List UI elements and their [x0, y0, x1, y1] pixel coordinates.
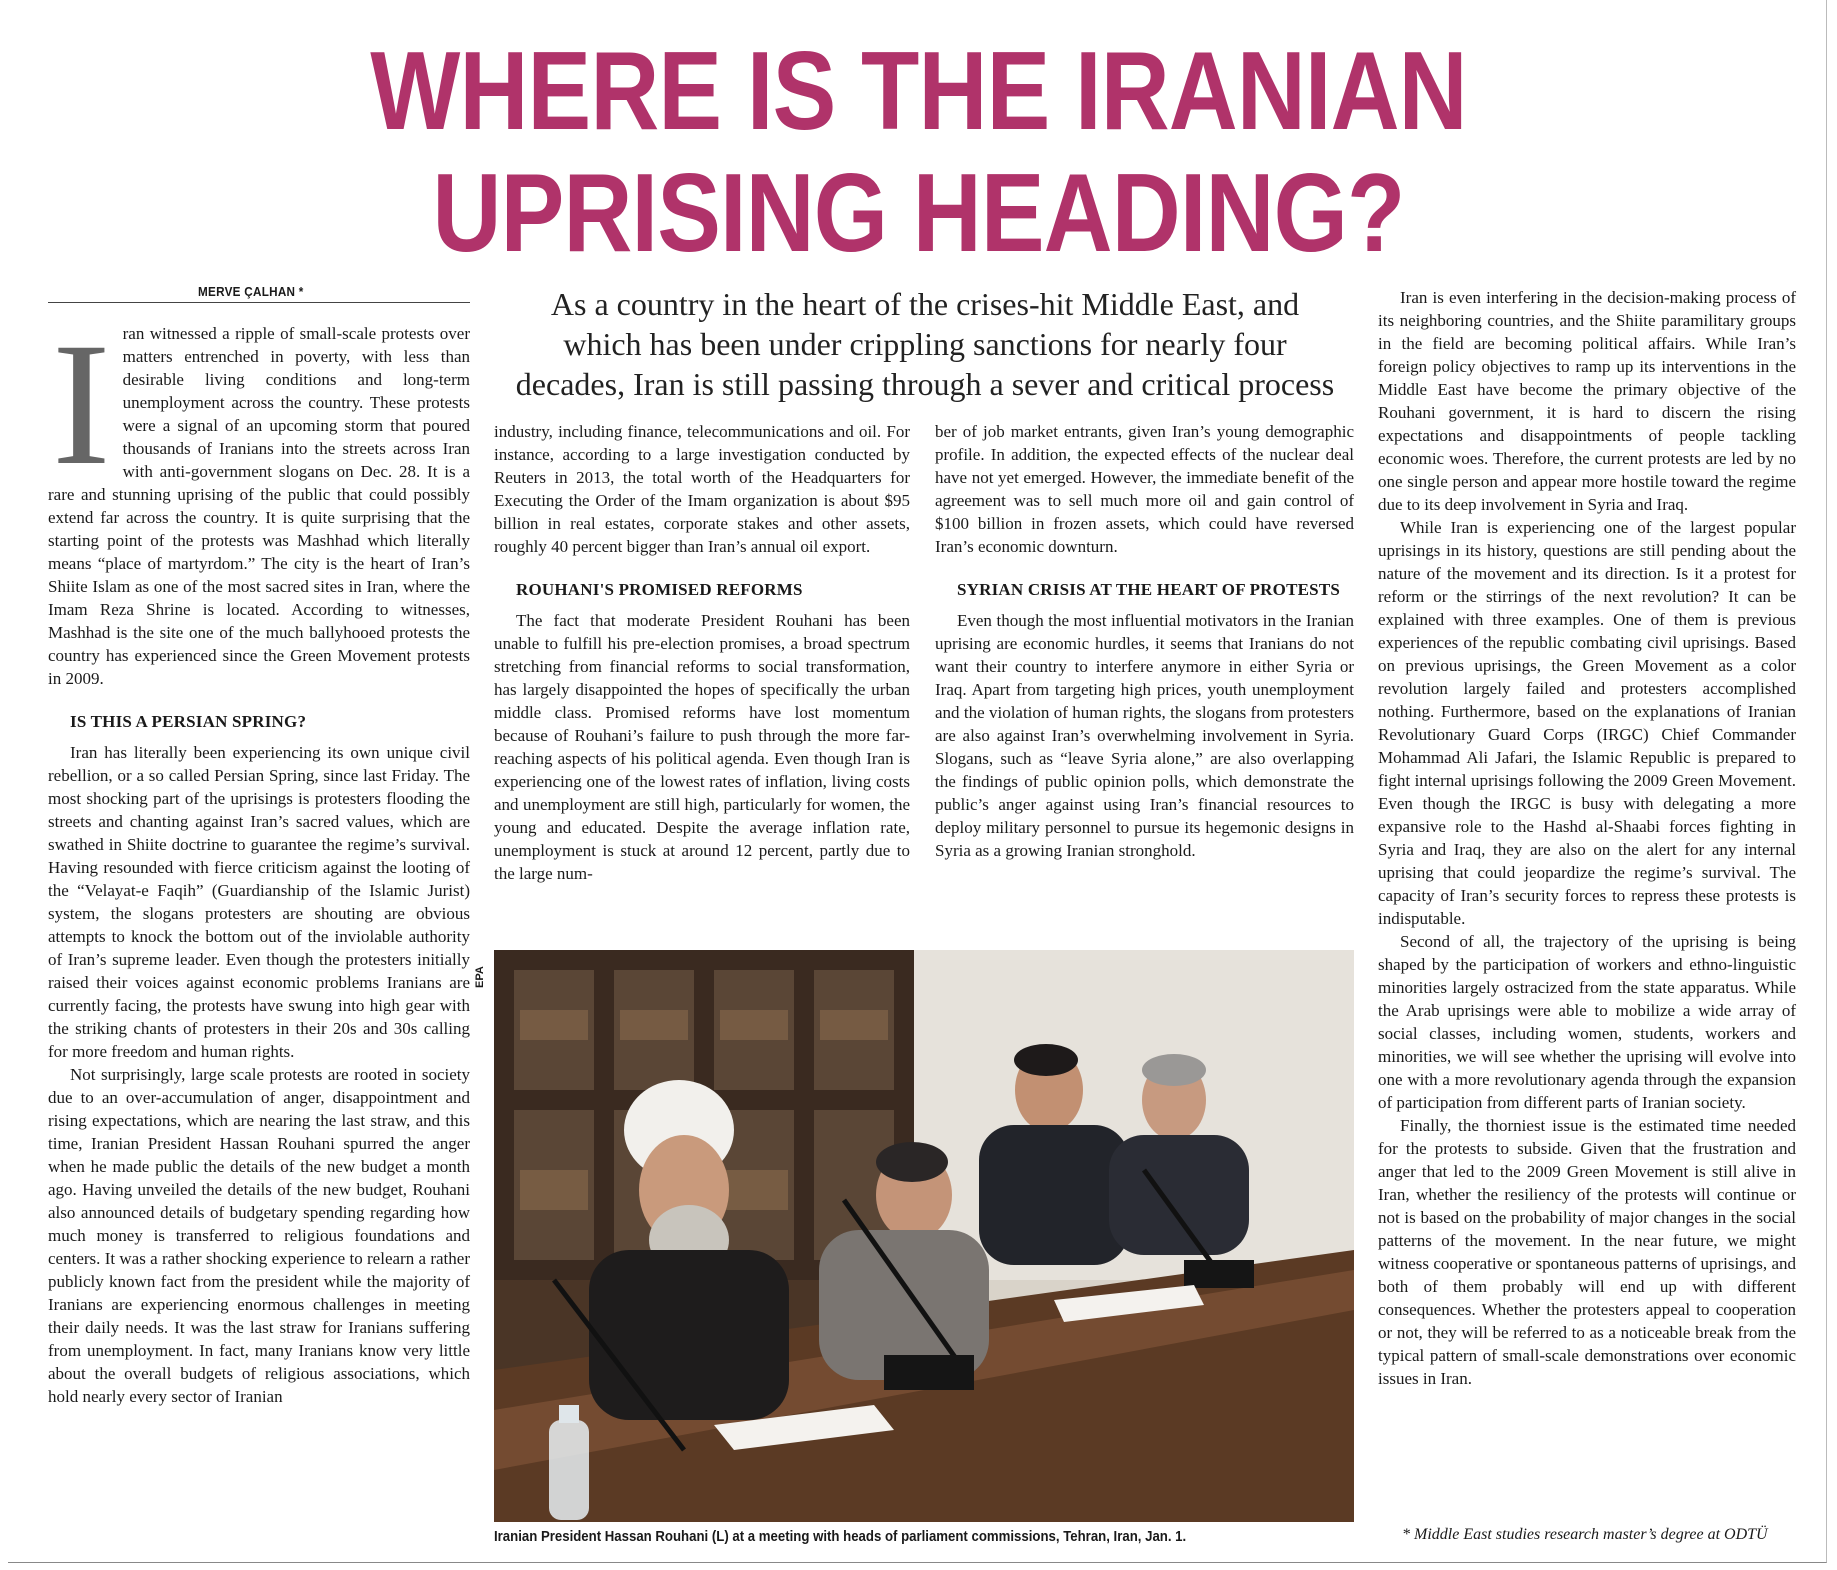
deck-line-3: decades, Iran is still passing through a sever and critical process	[515, 366, 1335, 402]
article-column-3	[935, 420, 1354, 862]
article-paragraph: Not surprisingly, large scale protests are rooted in society due to an over-accumulation of anger, disappointment and rising expectations, which are nearing the last straw, and this time, Iranian President Hassan Rouhani spurred the anger when he made public the details of the new budget a month ago. Having unveiled the details of the new budget, Rouhani also announced details of budgetary spending regarding how much money is transferred to religious foundations and centers. It was a rather shocking experience to relearn a rather publicly known fact from the president while the majority of Iranians are experiencing enormous challenges in meeting their daily needs. It was the last straw for Iranians suffering from unemployment. In fact, many Iranians know very little about the overall budgets of religious associations, which hold nearly every sector of Iranian	[48, 1065, 470, 1406]
news-photo	[494, 950, 1354, 1522]
article-paragraph: ran witnessed a ripple of small-scale protests over matters entrenched in poverty, with less than desirable living conditions and long-term unemployment across the country. These protests were a signal of an upcoming storm that poured thousands of Iranians into the streets across Iran with anti-government slogans on Dec. 28. It is a rare and stunning uprising of the public that could possibly extend far across the country. It is quite surprising that the starting point of the protests was Mashhad which literally means “place of martyrdom.” The city is the heart of Iran’s Shiite Islam as one of the most sacred sites in Iran, where the Imam Reza Shrine is located. According to witnesses, Mashhad is the site one of the much ballyhooed protests the country has experienced since the Green Movement protests in 2009.	[48, 324, 470, 688]
article-column-4	[1378, 286, 1796, 1390]
article-column-1	[48, 307, 470, 1408]
author-footnote: * Middle East studies research master’s degree at ODTÜ	[1402, 1526, 1768, 1543]
byline: MERVE ÇALHAN *	[198, 284, 304, 299]
section-subhead: SYRIAN CRISIS AT THE HEART OF PROTESTS	[957, 580, 1341, 599]
deck	[490, 284, 1360, 404]
deck-line-1: As a country in the heart of the crises-hit Middle East, and	[550, 286, 1300, 322]
byline-rule	[48, 302, 470, 303]
article-column-2	[494, 420, 910, 885]
photo-credit-text: EPA	[474, 966, 486, 988]
drop-cap: I	[52, 307, 111, 502]
photo-credit	[472, 952, 490, 992]
article-paragraph: industry, including finance, telecommunications and oil. For instance, according to a large investigation conducted by Reuters in 2013, the total worth of the Headquarters for Executing the Order of the Imam organization is about $95 billion in real estates, corporate stakes and other assets, roughly 40 percent bigger than Iran’s annual oil export.	[494, 422, 910, 556]
photo-caption: Iranian President Hassan Rouhani (L) at a meeting with heads of parliament commissions, Tehran, Iran, Jan. 1.	[494, 1528, 1187, 1545]
article-paragraph: ber of job market entrants, given Iran’s young demographic profile. In addition, the expected effects of the nuclear deal have not yet emerged. However, the immediate benefit of the agreement was to sell much more oil and gain control of $100 billion in frozen assets, which could have reversed Iran’s economic downturn.	[935, 422, 1354, 556]
headline-line-1: WHERE IS THE IRANIAN	[370, 29, 1467, 153]
photo-illustration	[494, 950, 1354, 1522]
article-paragraph: The fact that moderate President Rouhani has been unable to fulfill his pre-election promises, a broad spectrum stretching from financial reforms to social transformation, has largely disappointed the hopes of specifically the urban middle class. Promised reforms have lost momentum because of Rouhani’s failure to push through the more far-reaching aspects of his political agenda. Even though Iran is experiencing one of the lowest rates of inflation, living costs and unemployment are still high, particularly for women, the young and educated. Despite the average inflation rate, unemployment is stuck at around 12 percent, partly due to the large num-	[494, 611, 910, 883]
article-paragraph: Second of all, the trajectory of the uprising is being shaped by the participation of workers and ethno-linguistic minorities largely ostracized from the state apparatus. While the Arab uprisings were able to mobilize a wide array of social classes, including women, students, workers and minorities, we will see whether the uprising will evolve into one with a more revolutionary agenda through the expansion of participation from different parts of Iranian society.	[1378, 932, 1796, 1112]
article-paragraph: Even though the most influential motivators in the Iranian uprising are economic hurdles, it seems that Iranians do not want their country to interfere anymore in either Syria or Iraq. Apart from targeting high prices, youth unemployment and the violation of human rights, the slogans from protesters are also against Iran’s overwhelming involvement in Syria. Slogans, such as “leave Syria alone,” are also overlapping the findings of public opinion polls, which demonstrate the public’s anger against using Iran’s financial resources to deploy military personnel to pursue its hegemonic designs in Syria as a growing Iranian stronghold.	[935, 611, 1354, 860]
article-paragraph: Iran is even interfering in the decision-making process of its neighboring countries, and the Shiite paramilitary groups in the field are becoming political affairs. While Iran’s foreign policy objectives to ramp up its interventions in the Middle East have become the primary objective of the Rouhani government, it is hard to discern the rising expectations and disappointments of people tackling economic woes. Therefore, the current protests are led by no one single person and appear more hostile toward the regime due to its deep involvement in Syria and Iraq.	[1378, 288, 1796, 514]
section-subhead: ROUHANI'S PROMISED REFORMS	[516, 580, 803, 599]
article-paragraph: While Iran is experiencing one of the largest popular uprisings in its history, questions are still pending about the nature of the movement and its direction. Is it a protest for reform or the stirrings of the next revolution? It can be explained with three examples. One of them is previous experiences of the republic combating civil uprisings. Based on previous uprisings, the Green Movement as a color revolution largely failed and protesters accomplished nothing. Furthermore, based on the explanations of Iranian Revolutionary Guard Corps (IRGC) Chief Commander Mohammad Ali Jafari, the Islamic Republic is prepared to fight internal uprisings following the 2009 Green Movement. Even though the IRGC is busy with delegating a more expansive role to the Hashd al-Shaabi forces fighting in Syria and Iraq, they are also on the alert for any internal uprising that could jeopardize the regime’s survival. The capacity of Iran’s security forces to repress these protests is indisputable.	[1378, 518, 1796, 928]
deck-line-2: which has been under crippling sanctions for nearly four	[563, 326, 1287, 362]
article-paragraph: Iran has literally been experiencing its own unique civil rebellion, or a so called Persian Spring, since last Friday. The most shocking part of the uprisings is protesters flooding the streets and chanting against Iran’s sacred values, which are swathed in Shiite doctrine to guarantee the regime’s survival. Having resounded with fierce criticism against the looting of the “Velayat-e Faqih” (Guardianship of the Islamic Jurist) system, the slogans protesters are shouting are obvious attempts to knock the bottom out of the inviolable authority of Iran’s supreme leader. Even though the protesters initially raised their voices against economic problems Iranians are currently facing, the protests have swung into high gear with the striking chants of protesters in their 20s and 30s calling for more freedom and human rights.	[48, 743, 470, 1061]
article-paragraph: Finally, the thorniest issue is the estimated time needed for the protests to subside. Given that the frustration and anger that led to the 2009 Green Movement is still alive in Iran, whether the resiliency of the protests will continue or not is based on the probability of major changes in the social patterns of the movement. In the near future, we might witness cooperative or spontaneous patterns of uprisings, and both of them probably will end up with different consequences. Whether the protesters appeal to cooperation or not, they will be referred to as a noticeable break from the typical pattern of small-scale demonstrations over economic issues in Iran.	[1378, 1116, 1796, 1388]
headline-line-2: UPRISING HEADING?	[432, 151, 1405, 275]
section-subhead: IS THIS A PERSIAN SPRING?	[70, 712, 307, 731]
